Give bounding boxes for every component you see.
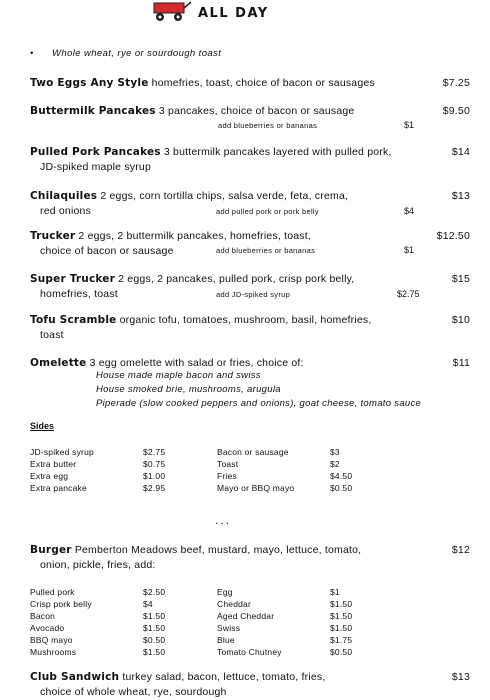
omelette-option: Piperade (slow cooked peppers and onions), goat cheese, tomato sauce	[96, 398, 422, 409]
burger-addon-price: $2.50	[143, 587, 166, 597]
side-price: $1.00	[143, 471, 166, 481]
item-desc: organic tofu, tomatoes, mushroom, basil, homefries,	[119, 314, 372, 326]
side-price: $3	[330, 447, 340, 457]
addon-price: $4	[404, 206, 415, 216]
item-desc: 2 eggs, corn tortilla chips, salsa verde, feta, crema,	[100, 190, 349, 202]
bullet: •	[30, 48, 34, 59]
item-price: $12.50	[436, 230, 470, 242]
item-desc: 2 eggs, 2 buttermilk pancakes, homefries, toast,	[78, 230, 311, 242]
side-price: $4.50	[330, 471, 353, 481]
addon-text: add blueberries or bananas	[218, 121, 318, 130]
omelette-options	[96, 369, 421, 411]
side-name: Extra egg	[30, 471, 69, 481]
item-price: $15	[451, 273, 470, 285]
item-desc: JD-spiked maple syrup	[40, 161, 151, 173]
burger-addon-price: $1.50	[330, 599, 353, 609]
burger-addon-name: BBQ mayo	[30, 635, 73, 645]
item-desc: toast	[40, 329, 64, 341]
side-name: Bacon or sausage	[217, 447, 289, 457]
side-price: $2	[330, 459, 340, 469]
item-desc: onion, pickle, fries, add:	[40, 559, 156, 571]
addon-price: $2.75	[397, 289, 420, 299]
item-desc: choice of bacon or sausage	[40, 245, 174, 257]
item-price: $14	[451, 146, 470, 158]
side-price: $2.75	[143, 447, 166, 457]
item-desc: 2 eggs, 2 pancakes, pulled pork, crisp pork belly,	[118, 273, 355, 285]
burger-addon-price: $1.50	[143, 611, 166, 621]
menu-item-club	[30, 670, 470, 700]
addon-price: $1	[404, 120, 415, 130]
burger-addon-name: Blue	[217, 635, 235, 645]
burger-addon-name: Aged Cheddar	[217, 611, 275, 621]
burger-addon-price: $1.50	[330, 623, 353, 633]
item-name: Club Sandwich	[30, 671, 120, 683]
item-price: $13	[451, 671, 470, 683]
item-desc: homefries, toast	[40, 288, 118, 300]
addon-text: add JD-spiked syrup	[216, 290, 291, 299]
burger-addon-price: $1.50	[330, 611, 353, 621]
burger-addon-price: $4	[143, 599, 153, 609]
item-name: Tofu Scramble	[30, 314, 117, 326]
burger-addon-name: Cheddar	[217, 599, 252, 609]
side-name: JD-spiked syrup	[30, 447, 94, 457]
item-price: $10	[451, 314, 470, 326]
burger-addon-name: Pulled pork	[30, 587, 75, 597]
burger-addon-price: $1.50	[143, 647, 166, 657]
item-name: Trucker	[30, 230, 76, 242]
item-name: Super Trucker	[30, 273, 115, 285]
burger-addon-name: Bacon	[30, 611, 56, 621]
burger-addon-name: Egg	[217, 587, 233, 597]
toast-note-text: Whole wheat, rye or sourdough toast	[52, 48, 222, 59]
item-desc: Pemberton Meadows beef, mustard, mayo, lettuce, tomato,	[74, 544, 362, 556]
menu-item-burger	[30, 543, 470, 573]
sides-heading: Sides	[30, 421, 55, 431]
addon-text: add blueberries or bananas	[216, 246, 316, 255]
burger-addon-name: Avocado	[30, 623, 65, 633]
page-title: ALL DAY	[198, 6, 269, 21]
item-desc: 3 pancakes, choice of bacon or sausage	[158, 105, 355, 117]
side-price: $0.75	[143, 459, 166, 469]
omelette-option: House made maple bacon and swiss	[96, 370, 261, 381]
item-name: Buttermilk Pancakes	[30, 105, 156, 117]
burger-addon-price: $1.50	[143, 623, 166, 633]
item-price: $12	[451, 544, 470, 556]
menu-header	[0, 0, 490, 26]
burger-addon-price: $0.50	[143, 635, 166, 645]
item-price: $7.25	[442, 77, 470, 89]
burger-addon-price: $1.75	[330, 635, 353, 645]
side-price: $2.95	[143, 483, 166, 493]
item-desc: homefries, toast, choice of bacon or sausages	[151, 77, 375, 89]
burger-addon-price: $1	[330, 587, 340, 597]
item-desc: turkey salad, bacon, lettuce, tomato, fries,	[122, 671, 326, 683]
item-name: Chilaquiles	[30, 190, 98, 202]
item-name: Two Eggs Any Style	[30, 77, 149, 89]
menu-item	[30, 76, 470, 91]
item-name: Pulled Pork Pancakes	[30, 146, 161, 158]
burger-addon-name: Mushrooms	[30, 647, 77, 657]
side-name: Extra pancake	[30, 483, 87, 493]
burger-addon-name: Tomato Chutney	[217, 647, 282, 657]
item-desc: red onions	[40, 205, 92, 217]
side-name: Mayo or BBQ mayo	[217, 483, 295, 493]
item-price: $13	[451, 190, 470, 202]
toast-note	[30, 48, 221, 59]
item-price: $11	[452, 357, 470, 369]
red-wagon-icon	[150, 0, 192, 22]
burger-addon-name: Crisp pork belly	[30, 599, 92, 609]
menu-item	[30, 313, 470, 343]
item-desc: 3 buttermilk pancakes layered with pulled pork,	[163, 146, 392, 158]
addon-price: $1	[404, 245, 415, 255]
side-name: Toast	[217, 459, 239, 469]
side-name: Fries	[217, 471, 237, 481]
omelette-option: House smoked brie, mushrooms, arugula	[96, 384, 281, 395]
item-price: $9.50	[442, 105, 470, 117]
item-desc: 3 egg omelette with salad or fries, choice of:	[89, 357, 304, 369]
menu-item	[30, 145, 470, 175]
side-name: Extra butter	[30, 459, 77, 469]
burger-addon-price: $0.50	[330, 647, 353, 657]
burger-addon-name: Swiss	[217, 623, 241, 633]
addon-text: add pulled pork or pork belly	[216, 207, 319, 216]
item-name: Omelette	[30, 357, 87, 369]
menu-item	[30, 104, 470, 119]
side-price: $0.50	[330, 483, 353, 493]
item-name: Burger	[30, 544, 72, 556]
section-divider: ...	[215, 513, 232, 527]
item-desc: choice of whole wheat, rye, sourdough	[40, 686, 227, 698]
